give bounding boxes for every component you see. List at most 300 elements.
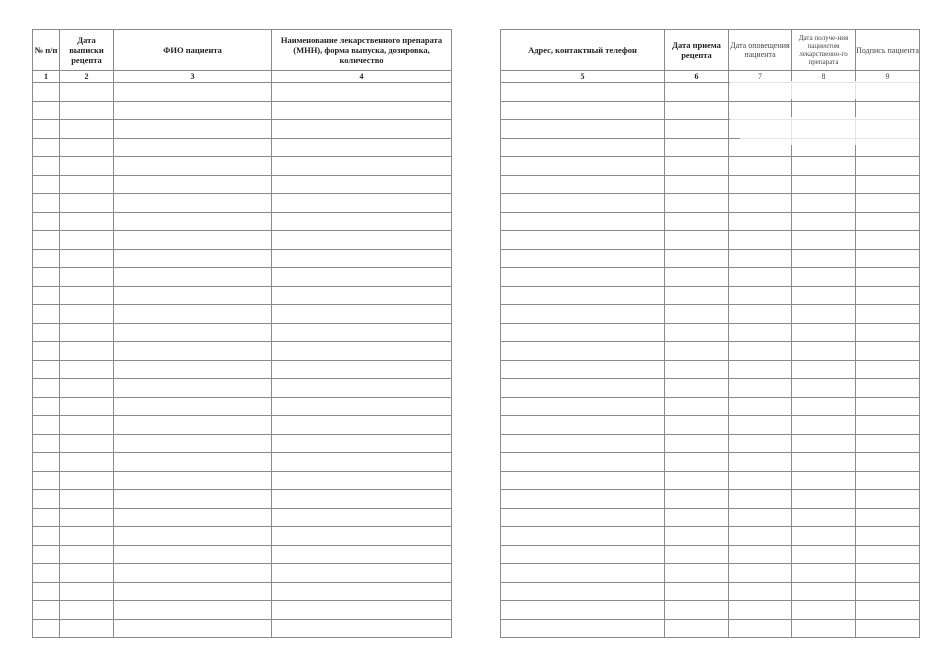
table-cell[interactable] bbox=[60, 490, 114, 509]
table-cell[interactable] bbox=[792, 527, 856, 546]
table-row bbox=[501, 212, 920, 231]
table-cell[interactable] bbox=[501, 453, 665, 472]
table-cell[interactable] bbox=[856, 286, 920, 305]
table-cell[interactable] bbox=[665, 175, 729, 194]
table-cell[interactable] bbox=[792, 194, 856, 213]
table-cell[interactable] bbox=[501, 323, 665, 342]
table-cell[interactable] bbox=[33, 416, 60, 435]
table-cell[interactable] bbox=[792, 434, 856, 453]
table-cell[interactable] bbox=[729, 416, 792, 435]
table-cell[interactable] bbox=[856, 249, 920, 268]
table-cell[interactable] bbox=[501, 194, 665, 213]
table-cell[interactable] bbox=[792, 619, 856, 638]
column-header-prescription-date: Дата выписки рецепта bbox=[60, 30, 114, 71]
table-cell[interactable] bbox=[33, 120, 60, 139]
table-cell[interactable] bbox=[33, 601, 60, 620]
table-cell[interactable] bbox=[729, 157, 792, 176]
table-cell[interactable] bbox=[114, 508, 272, 527]
table-cell[interactable] bbox=[501, 619, 665, 638]
table-cell[interactable] bbox=[114, 138, 272, 157]
table-cell[interactable] bbox=[272, 416, 452, 435]
table-cell[interactable] bbox=[33, 434, 60, 453]
table-cell[interactable] bbox=[33, 619, 60, 638]
table-cell[interactable] bbox=[272, 138, 452, 157]
table-cell[interactable] bbox=[272, 249, 452, 268]
table-row bbox=[501, 379, 920, 398]
table-cell[interactable] bbox=[501, 508, 665, 527]
table-cell[interactable] bbox=[856, 360, 920, 379]
table-cell[interactable] bbox=[856, 194, 920, 213]
table-body-left bbox=[33, 83, 452, 638]
table-cell[interactable] bbox=[792, 305, 856, 324]
table-cell[interactable] bbox=[665, 545, 729, 564]
table-cell[interactable] bbox=[729, 601, 792, 620]
table-cell[interactable] bbox=[114, 268, 272, 287]
table-cell[interactable] bbox=[856, 268, 920, 287]
table-cell[interactable] bbox=[665, 379, 729, 398]
table-cell[interactable] bbox=[60, 527, 114, 546]
table-cell[interactable] bbox=[114, 157, 272, 176]
table-cell[interactable] bbox=[856, 619, 920, 638]
table-cell[interactable] bbox=[856, 453, 920, 472]
table-cell[interactable] bbox=[33, 212, 60, 231]
table-cell[interactable] bbox=[501, 601, 665, 620]
table-cell[interactable] bbox=[60, 434, 114, 453]
table-cell[interactable] bbox=[665, 157, 729, 176]
table-cell[interactable] bbox=[272, 212, 452, 231]
table-cell[interactable] bbox=[272, 508, 452, 527]
table-cell[interactable] bbox=[665, 342, 729, 361]
table-body-right bbox=[501, 83, 920, 638]
column-number: 4 bbox=[272, 71, 452, 83]
table-cell[interactable] bbox=[501, 490, 665, 509]
table-cell[interactable] bbox=[60, 157, 114, 176]
table-cell[interactable] bbox=[665, 305, 729, 324]
table-cell[interactable] bbox=[665, 619, 729, 638]
table-cell[interactable] bbox=[272, 157, 452, 176]
table-cell[interactable] bbox=[665, 490, 729, 509]
table-row bbox=[501, 157, 920, 176]
table-cell[interactable] bbox=[60, 175, 114, 194]
table-row bbox=[33, 397, 452, 416]
table-cell[interactable] bbox=[114, 249, 272, 268]
table-cell[interactable] bbox=[856, 508, 920, 527]
table-row bbox=[33, 564, 452, 583]
table-row bbox=[33, 101, 452, 120]
table-cell[interactable] bbox=[114, 175, 272, 194]
table-cell[interactable] bbox=[114, 601, 272, 620]
table-cell[interactable] bbox=[33, 397, 60, 416]
table-cell[interactable] bbox=[272, 286, 452, 305]
table-cell[interactable] bbox=[665, 286, 729, 305]
table-cell[interactable] bbox=[272, 545, 452, 564]
table-cell[interactable] bbox=[33, 268, 60, 287]
table-cell[interactable] bbox=[272, 379, 452, 398]
table-cell[interactable] bbox=[856, 305, 920, 324]
table-cell[interactable] bbox=[272, 453, 452, 472]
table-cell[interactable] bbox=[856, 212, 920, 231]
table-cell[interactable] bbox=[501, 379, 665, 398]
table-cell[interactable] bbox=[856, 323, 920, 342]
table-row bbox=[501, 175, 920, 194]
table-cell[interactable] bbox=[272, 101, 452, 120]
table-cell[interactable] bbox=[501, 212, 665, 231]
table-cell[interactable] bbox=[501, 471, 665, 490]
table-cell[interactable] bbox=[114, 194, 272, 213]
scan-fade bbox=[730, 81, 919, 99]
table-cell[interactable] bbox=[33, 138, 60, 157]
table-cell[interactable] bbox=[272, 231, 452, 250]
table-cell[interactable] bbox=[114, 545, 272, 564]
table-cell[interactable] bbox=[729, 582, 792, 601]
table-cell[interactable] bbox=[272, 582, 452, 601]
table-cell[interactable] bbox=[60, 194, 114, 213]
table-cell[interactable] bbox=[501, 120, 665, 139]
table-cell[interactable] bbox=[729, 305, 792, 324]
table-row bbox=[33, 619, 452, 638]
table-cell[interactable] bbox=[665, 434, 729, 453]
table-cell[interactable] bbox=[114, 323, 272, 342]
table-cell[interactable] bbox=[60, 416, 114, 435]
table-cell[interactable] bbox=[501, 342, 665, 361]
table-cell[interactable] bbox=[856, 342, 920, 361]
table-cell[interactable] bbox=[792, 379, 856, 398]
table-cell[interactable] bbox=[114, 564, 272, 583]
table-cell[interactable] bbox=[60, 138, 114, 157]
table-cell[interactable] bbox=[729, 231, 792, 250]
table-cell[interactable] bbox=[856, 231, 920, 250]
table-cell[interactable] bbox=[501, 268, 665, 287]
table-cell[interactable] bbox=[792, 601, 856, 620]
column-header-row-number: № п/п bbox=[33, 30, 60, 71]
table-cell[interactable] bbox=[60, 397, 114, 416]
table-cell[interactable] bbox=[501, 286, 665, 305]
table-cell[interactable] bbox=[856, 527, 920, 546]
table-cell[interactable] bbox=[501, 545, 665, 564]
table-cell[interactable] bbox=[33, 83, 60, 102]
table-cell[interactable] bbox=[114, 453, 272, 472]
table-cell[interactable] bbox=[665, 83, 729, 102]
table-cell[interactable] bbox=[272, 527, 452, 546]
table-cell[interactable] bbox=[501, 101, 665, 120]
table-cell[interactable] bbox=[501, 305, 665, 324]
table-cell[interactable] bbox=[60, 101, 114, 120]
table-cell[interactable] bbox=[60, 342, 114, 361]
table-row bbox=[501, 434, 920, 453]
table-cell[interactable] bbox=[501, 249, 665, 268]
table-cell[interactable] bbox=[114, 527, 272, 546]
table-cell[interactable] bbox=[792, 471, 856, 490]
table-cell[interactable] bbox=[665, 601, 729, 620]
table-cell[interactable] bbox=[665, 508, 729, 527]
table-cell[interactable] bbox=[501, 564, 665, 583]
table-cell[interactable] bbox=[33, 582, 60, 601]
table-cell[interactable] bbox=[501, 157, 665, 176]
table-cell[interactable] bbox=[501, 231, 665, 250]
table-cell[interactable] bbox=[60, 471, 114, 490]
table-cell[interactable] bbox=[665, 416, 729, 435]
table-cell[interactable] bbox=[501, 416, 665, 435]
table-cell[interactable] bbox=[729, 619, 792, 638]
table-cell[interactable] bbox=[792, 564, 856, 583]
table-cell[interactable] bbox=[665, 564, 729, 583]
table-cell[interactable] bbox=[665, 360, 729, 379]
table-cell[interactable] bbox=[272, 342, 452, 361]
table-row bbox=[33, 601, 452, 620]
table-cell[interactable] bbox=[60, 323, 114, 342]
table-cell[interactable] bbox=[856, 397, 920, 416]
table-cell[interactable] bbox=[272, 120, 452, 139]
table-cell[interactable] bbox=[272, 490, 452, 509]
table-cell[interactable] bbox=[665, 212, 729, 231]
table-cell[interactable] bbox=[272, 268, 452, 287]
table-cell[interactable] bbox=[33, 508, 60, 527]
table-cell[interactable] bbox=[272, 434, 452, 453]
table-cell[interactable] bbox=[114, 83, 272, 102]
table-cell[interactable] bbox=[33, 305, 60, 324]
column-number: 7 bbox=[729, 71, 792, 83]
table-cell[interactable] bbox=[114, 582, 272, 601]
table-cell[interactable] bbox=[272, 194, 452, 213]
table-cell[interactable] bbox=[729, 175, 792, 194]
column-number: 8 bbox=[792, 71, 856, 83]
table-cell[interactable] bbox=[729, 397, 792, 416]
table-cell[interactable] bbox=[665, 268, 729, 287]
table-cell[interactable] bbox=[792, 397, 856, 416]
table-cell[interactable] bbox=[272, 305, 452, 324]
table-cell[interactable] bbox=[60, 582, 114, 601]
table-cell[interactable] bbox=[665, 101, 729, 120]
table-cell[interactable] bbox=[272, 397, 452, 416]
table-cell[interactable] bbox=[665, 582, 729, 601]
table-cell[interactable] bbox=[33, 527, 60, 546]
table-cell[interactable] bbox=[114, 397, 272, 416]
table-cell[interactable] bbox=[729, 249, 792, 268]
table-row bbox=[33, 305, 452, 324]
table-cell[interactable] bbox=[856, 545, 920, 564]
table-cell[interactable] bbox=[665, 138, 729, 157]
table-cell[interactable] bbox=[729, 490, 792, 509]
table-cell[interactable] bbox=[272, 564, 452, 583]
table-cell[interactable] bbox=[272, 83, 452, 102]
scan-fade bbox=[730, 117, 919, 135]
table-cell[interactable] bbox=[114, 286, 272, 305]
table-cell[interactable] bbox=[114, 305, 272, 324]
column-header-patient-signature: Подпись пациента bbox=[856, 30, 920, 71]
table-cell[interactable] bbox=[114, 360, 272, 379]
table-cell[interactable] bbox=[114, 101, 272, 120]
table-row bbox=[501, 268, 920, 287]
table-cell[interactable] bbox=[729, 527, 792, 546]
table-cell[interactable] bbox=[60, 83, 114, 102]
table-cell[interactable] bbox=[501, 527, 665, 546]
table-cell[interactable] bbox=[33, 175, 60, 194]
table-cell[interactable] bbox=[114, 379, 272, 398]
table-row bbox=[33, 490, 452, 509]
table-cell[interactable] bbox=[856, 601, 920, 620]
table-cell[interactable] bbox=[792, 175, 856, 194]
table-cell[interactable] bbox=[665, 249, 729, 268]
table-cell[interactable] bbox=[272, 323, 452, 342]
table-cell[interactable] bbox=[729, 471, 792, 490]
table-cell[interactable] bbox=[856, 175, 920, 194]
table-cell[interactable] bbox=[792, 157, 856, 176]
table-cell[interactable] bbox=[272, 601, 452, 620]
table-cell[interactable] bbox=[792, 582, 856, 601]
table-cell[interactable] bbox=[272, 619, 452, 638]
table-row bbox=[33, 527, 452, 546]
table-cell[interactable] bbox=[792, 249, 856, 268]
table-cell[interactable] bbox=[856, 564, 920, 583]
table-cell[interactable] bbox=[114, 490, 272, 509]
table-cell[interactable] bbox=[729, 434, 792, 453]
table-cell[interactable] bbox=[856, 157, 920, 176]
table-cell[interactable] bbox=[729, 453, 792, 472]
table-cell[interactable] bbox=[114, 120, 272, 139]
table-cell[interactable] bbox=[729, 323, 792, 342]
table-cell[interactable] bbox=[60, 601, 114, 620]
table-cell[interactable] bbox=[60, 231, 114, 250]
table-cell[interactable] bbox=[501, 175, 665, 194]
table-cell[interactable] bbox=[33, 379, 60, 398]
column-header-address-phone: Адрес, контактный телефон bbox=[501, 30, 665, 71]
table-cell[interactable] bbox=[60, 120, 114, 139]
table-cell[interactable] bbox=[665, 120, 729, 139]
table-row bbox=[501, 249, 920, 268]
column-header-receiving-date: Дата получе-ния пациентом лекарственно-го препарата bbox=[792, 30, 856, 71]
table-cell[interactable] bbox=[60, 379, 114, 398]
table-cell[interactable] bbox=[856, 379, 920, 398]
table-cell[interactable] bbox=[60, 545, 114, 564]
table-cell[interactable] bbox=[729, 360, 792, 379]
column-number: 1 bbox=[33, 71, 60, 83]
table-cell[interactable] bbox=[33, 249, 60, 268]
table-cell[interactable] bbox=[729, 508, 792, 527]
table-cell[interactable] bbox=[114, 471, 272, 490]
table-cell[interactable] bbox=[272, 471, 452, 490]
table-cell[interactable] bbox=[729, 564, 792, 583]
table-row bbox=[33, 231, 452, 250]
table-cell[interactable] bbox=[33, 545, 60, 564]
column-number: 9 bbox=[856, 71, 920, 83]
table-cell[interactable] bbox=[792, 231, 856, 250]
table-cell[interactable] bbox=[60, 212, 114, 231]
table-cell[interactable] bbox=[665, 453, 729, 472]
table-cell[interactable] bbox=[114, 416, 272, 435]
table-cell[interactable] bbox=[792, 360, 856, 379]
table-cell[interactable] bbox=[792, 342, 856, 361]
table-cell[interactable] bbox=[114, 212, 272, 231]
table-cell[interactable] bbox=[501, 138, 665, 157]
table-cell[interactable] bbox=[501, 434, 665, 453]
table-cell[interactable] bbox=[856, 490, 920, 509]
table-cell[interactable] bbox=[60, 286, 114, 305]
table-cell[interactable] bbox=[60, 249, 114, 268]
table-cell[interactable] bbox=[272, 175, 452, 194]
table-row bbox=[33, 157, 452, 176]
table-row bbox=[501, 471, 920, 490]
column-number: 3 bbox=[114, 71, 272, 83]
table-cell[interactable] bbox=[729, 268, 792, 287]
table-cell[interactable] bbox=[114, 231, 272, 250]
table-cell[interactable] bbox=[33, 101, 60, 120]
column-header-receipt-date: Дата приема рецепта bbox=[665, 30, 729, 71]
table-cell[interactable] bbox=[501, 397, 665, 416]
table-cell[interactable] bbox=[792, 212, 856, 231]
table-cell[interactable] bbox=[114, 342, 272, 361]
table-cell[interactable] bbox=[33, 157, 60, 176]
header-row bbox=[33, 30, 452, 71]
table-cell[interactable] bbox=[33, 194, 60, 213]
table-cell[interactable] bbox=[729, 194, 792, 213]
table-cell[interactable] bbox=[501, 360, 665, 379]
table-cell[interactable] bbox=[729, 286, 792, 305]
table-cell[interactable] bbox=[856, 434, 920, 453]
table-cell[interactable] bbox=[665, 471, 729, 490]
table-cell[interactable] bbox=[114, 619, 272, 638]
table-cell[interactable] bbox=[792, 416, 856, 435]
table-cell[interactable] bbox=[792, 508, 856, 527]
table-cell[interactable] bbox=[33, 564, 60, 583]
table-cell[interactable] bbox=[792, 268, 856, 287]
table-cell[interactable] bbox=[272, 360, 452, 379]
table-cell[interactable] bbox=[729, 545, 792, 564]
table-cell[interactable] bbox=[792, 286, 856, 305]
table-row bbox=[501, 508, 920, 527]
table-cell[interactable] bbox=[729, 212, 792, 231]
table-cell[interactable] bbox=[501, 83, 665, 102]
table-cell[interactable] bbox=[60, 564, 114, 583]
table-cell[interactable] bbox=[33, 286, 60, 305]
table-cell[interactable] bbox=[856, 416, 920, 435]
table-cell[interactable] bbox=[792, 323, 856, 342]
table-cell[interactable] bbox=[665, 194, 729, 213]
table-cell[interactable] bbox=[729, 342, 792, 361]
table-cell[interactable] bbox=[856, 471, 920, 490]
table-cell[interactable] bbox=[33, 471, 60, 490]
table-cell[interactable] bbox=[665, 527, 729, 546]
table-cell[interactable] bbox=[665, 231, 729, 250]
table-row bbox=[33, 453, 452, 472]
table-row bbox=[501, 305, 920, 324]
table-cell[interactable] bbox=[792, 453, 856, 472]
table-cell[interactable] bbox=[60, 360, 114, 379]
table-cell[interactable] bbox=[792, 490, 856, 509]
table-cell[interactable] bbox=[665, 397, 729, 416]
table-cell[interactable] bbox=[33, 342, 60, 361]
table-cell[interactable] bbox=[856, 582, 920, 601]
table-cell[interactable] bbox=[60, 619, 114, 638]
table-cell[interactable] bbox=[501, 582, 665, 601]
table-cell[interactable] bbox=[60, 305, 114, 324]
table-cell[interactable] bbox=[33, 231, 60, 250]
table-cell[interactable] bbox=[33, 323, 60, 342]
table-row bbox=[501, 564, 920, 583]
column-number: 5 bbox=[501, 71, 665, 83]
table-row bbox=[501, 286, 920, 305]
table-cell[interactable] bbox=[729, 379, 792, 398]
table-cell[interactable] bbox=[33, 360, 60, 379]
column-header-patient-name: ФИО пациента bbox=[114, 30, 272, 71]
table-cell[interactable] bbox=[114, 434, 272, 453]
table-cell[interactable] bbox=[792, 545, 856, 564]
table-cell[interactable] bbox=[33, 490, 60, 509]
table-cell[interactable] bbox=[33, 453, 60, 472]
table-cell[interactable] bbox=[60, 508, 114, 527]
table-cell[interactable] bbox=[60, 453, 114, 472]
table-cell[interactable] bbox=[665, 323, 729, 342]
table-cell[interactable] bbox=[60, 268, 114, 287]
